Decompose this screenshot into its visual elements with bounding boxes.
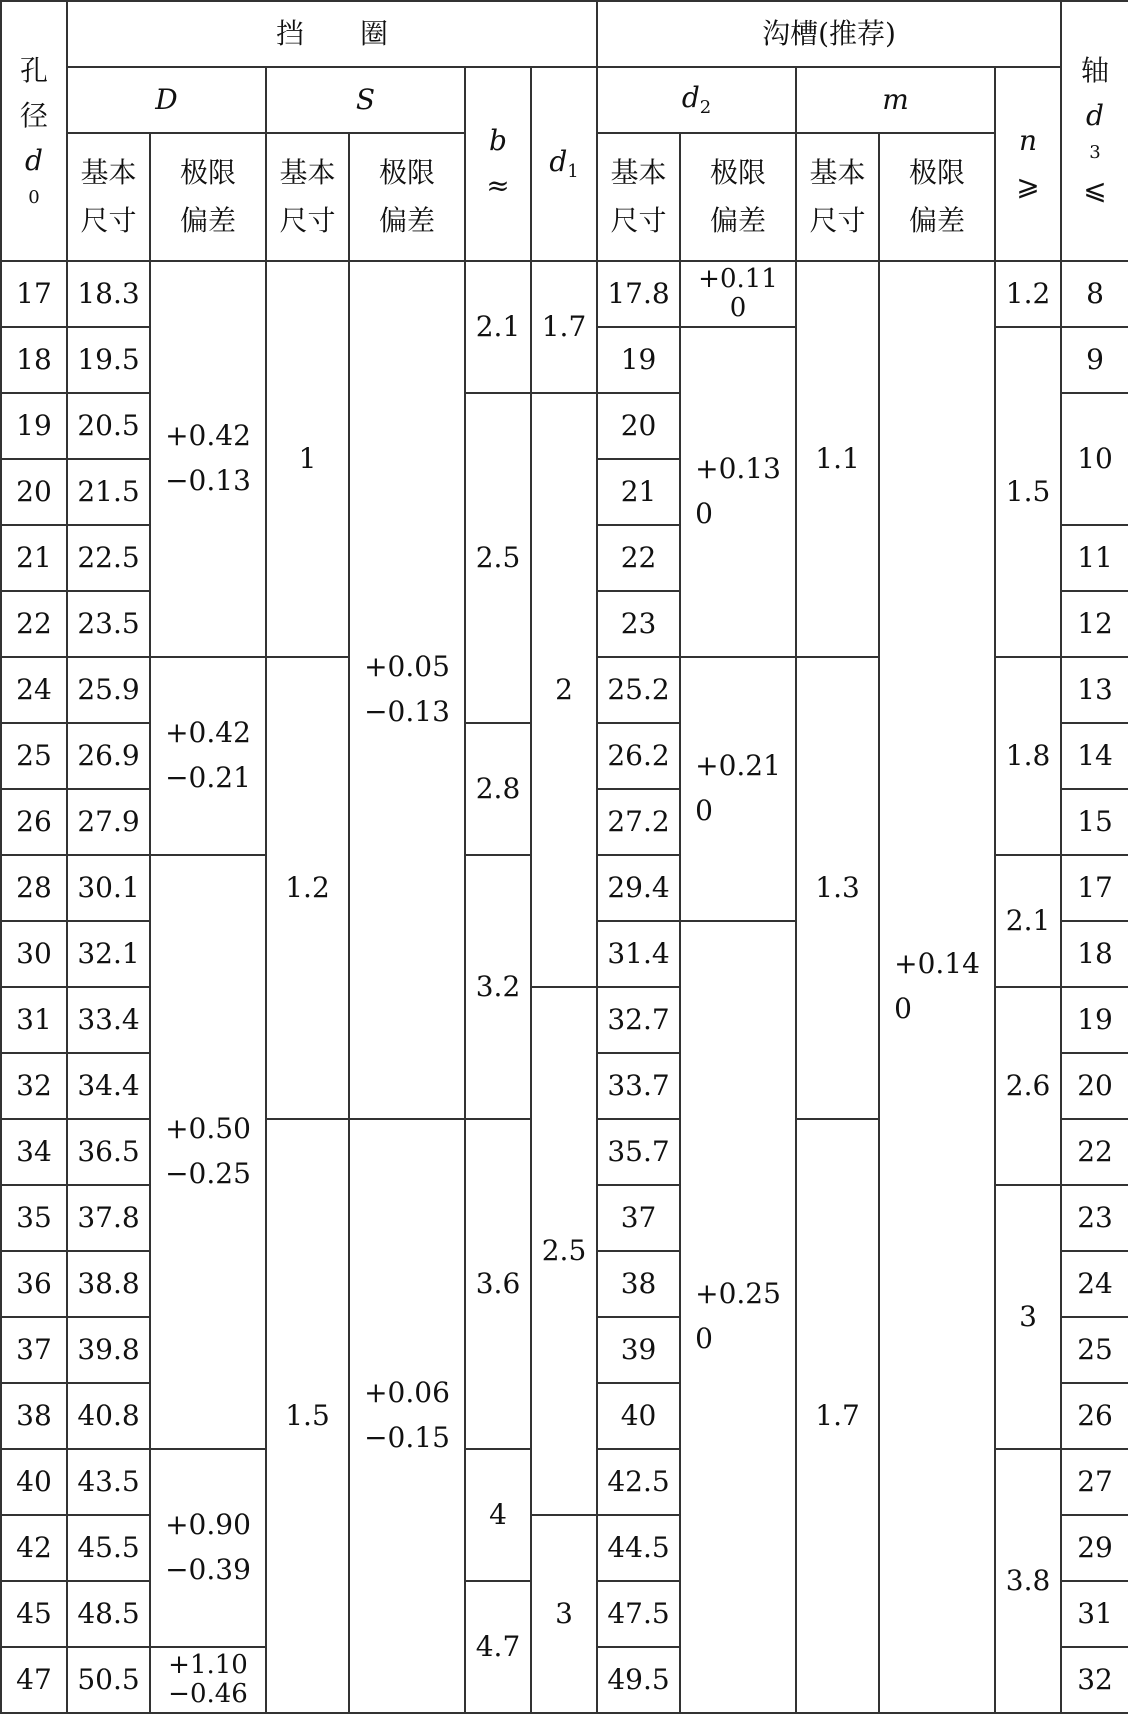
cell-b: 2.5 (465, 393, 531, 723)
tol-upper: +0.90 (165, 1508, 251, 1542)
cell-d3: 12 (1061, 591, 1128, 657)
cell-b: 4 (465, 1449, 531, 1581)
cell-d3: 22 (1061, 1119, 1128, 1185)
cell-d2-tol (680, 657, 796, 921)
tol-upper: +1.10 (168, 1650, 248, 1681)
header-b-approx: ≈ (486, 169, 510, 202)
header-b-symbol: b (489, 124, 507, 158)
cell-d1: 2 (531, 393, 597, 987)
cell-D: 43.5 (67, 1449, 150, 1515)
header-n-symbol: n (1018, 124, 1038, 158)
cell-D: 19.5 (67, 327, 150, 393)
cell-b: 2.8 (465, 723, 531, 855)
cell-d3: 20 (1061, 1053, 1128, 1119)
cell-d2: 26.2 (597, 723, 680, 789)
header-S-basic (266, 133, 349, 261)
cell-d2: 35.7 (597, 1119, 680, 1185)
cell-D: 36.5 (67, 1119, 150, 1185)
cell-d0: 25 (1, 723, 67, 789)
cell-D: 26.9 (67, 723, 150, 789)
cell-d0: 21 (1, 525, 67, 591)
cell-D: 23.5 (67, 591, 150, 657)
cell-d3: 9 (1061, 327, 1128, 393)
header-text: 极限 (710, 156, 767, 190)
cell-D: 27.9 (67, 789, 150, 855)
cell-D: 33.4 (67, 987, 150, 1053)
header-text: 偏差 (710, 204, 767, 237)
cell-d3: 29 (1061, 1515, 1128, 1581)
header-groove: 沟槽(推荐) (597, 1, 1061, 67)
cell-d3: 18 (1061, 921, 1128, 987)
tol-upper: +0.42 (165, 419, 251, 453)
header-b (465, 67, 531, 261)
tol-lower: −0.13 (364, 695, 450, 728)
cell-d0: 38 (1, 1383, 67, 1449)
header-text: 基本 (610, 156, 667, 190)
cell-n: 3.8 (995, 1449, 1061, 1713)
cell-b: 4.7 (465, 1581, 531, 1713)
cell-d3: 17 (1061, 855, 1128, 921)
cell-n: 1.8 (995, 657, 1061, 855)
cell-d2: 42.5 (597, 1449, 680, 1515)
header-n-ineq: ⩾ (1016, 169, 1040, 202)
cell-D: 18.3 (67, 261, 150, 327)
table-row (1, 261, 1128, 327)
cell-n: 1.5 (995, 327, 1061, 657)
tol-upper: +0.05 (364, 650, 450, 684)
cell-D: 48.5 (67, 1581, 150, 1647)
cell-d3: 23 (1061, 1185, 1128, 1251)
header-text: 极限 (909, 156, 966, 190)
header-text: 偏差 (378, 204, 435, 237)
cell-d0: 20 (1, 459, 67, 525)
header-d1: $d_1$ (531, 67, 597, 261)
tol-lower: 0 (695, 497, 713, 530)
cell-d0: 22 (1, 591, 67, 657)
header-D-basic (67, 133, 150, 261)
header-m: m (796, 67, 995, 133)
cell-d0: 35 (1, 1185, 67, 1251)
cell-d3: 26 (1061, 1383, 1128, 1449)
tol-lower: 0 (695, 1322, 713, 1355)
header-bore-char1: 孔 (19, 54, 48, 88)
cell-d0: 18 (1, 327, 67, 393)
cell-d3: 24 (1061, 1251, 1128, 1317)
cell-D: 50.5 (67, 1647, 150, 1713)
header-d2-basic (597, 133, 680, 261)
cell-d2-tol (680, 921, 796, 1713)
cell-d3: 32 (1061, 1647, 1128, 1713)
cell-d2: 37 (597, 1185, 680, 1251)
cell-d0: 19 (1, 393, 67, 459)
cell-b: 2.1 (465, 261, 531, 393)
header-text: 偏差 (179, 204, 236, 237)
header-shaft-char: 轴 (1081, 54, 1110, 88)
cell-d2: 23 (597, 591, 680, 657)
header-text: 尺寸 (809, 204, 866, 237)
tol-upper: +0.50 (165, 1112, 251, 1146)
cell-S-basic: 1.2 (266, 657, 349, 1119)
cell-d2: 25.2 (597, 657, 680, 723)
cell-D: 39.8 (67, 1317, 150, 1383)
cell-d3: 13 (1061, 657, 1128, 723)
tol-upper: +0.21 (695, 749, 781, 783)
cell-d2-tol (680, 261, 796, 327)
header-bore-symbol: d 0 (25, 144, 43, 208)
tol-lower: −0.15 (364, 1421, 450, 1454)
cell-n: 1.2 (995, 261, 1061, 327)
header-text: 基本 (80, 156, 137, 190)
cell-d0: 24 (1, 657, 67, 723)
cell-D: 22.5 (67, 525, 150, 591)
cell-D: 45.5 (67, 1515, 150, 1581)
header-shaft-ineq: ⩽ (1083, 172, 1107, 206)
tol-lower: −0.46 (168, 1678, 248, 1709)
cell-d2: 29.4 (597, 855, 680, 921)
cell-d3: 11 (1061, 525, 1128, 591)
cell-d2: 49.5 (597, 1647, 680, 1713)
tol-lower: −0.25 (165, 1157, 251, 1190)
cell-d2: 21 (597, 459, 680, 525)
cell-d3: 10 (1061, 393, 1128, 525)
header-bore (1, 1, 67, 261)
cell-d0: 32 (1, 1053, 67, 1119)
cell-d3: 8 (1061, 261, 1128, 327)
cell-D: 34.4 (67, 1053, 150, 1119)
cell-d0: 37 (1, 1317, 67, 1383)
cell-d0: 47 (1, 1647, 67, 1713)
cell-d0: 26 (1, 789, 67, 855)
cell-S-basic: 1.5 (266, 1119, 349, 1713)
cell-d0: 42 (1, 1515, 67, 1581)
cell-D-tol (150, 1449, 266, 1647)
cell-S-tol (349, 261, 465, 1119)
tol-lower: 0 (695, 794, 713, 827)
cell-d2: 22 (597, 525, 680, 591)
cell-D: 37.8 (67, 1185, 150, 1251)
cell-d3: 25 (1061, 1317, 1128, 1383)
cell-d3: 27 (1061, 1449, 1128, 1515)
header-d2: $d_2$ (597, 67, 796, 133)
tol-upper: +0.06 (364, 1376, 450, 1410)
cell-d3: 19 (1061, 987, 1128, 1053)
header-text: 基本 (279, 156, 336, 190)
cell-d3: 14 (1061, 723, 1128, 789)
cell-d2: 20 (597, 393, 680, 459)
cell-d0: 17 (1, 261, 67, 327)
cell-d1: 2.5 (531, 987, 597, 1515)
cell-d0: 34 (1, 1119, 67, 1185)
header-retainer: 挡 圈 (67, 1, 597, 67)
header-n (995, 67, 1061, 261)
cell-d1: 3 (531, 1515, 597, 1713)
tol-upper: +0.14 (894, 947, 980, 981)
cell-d2: 38 (597, 1251, 680, 1317)
cell-D-tol (150, 855, 266, 1449)
cell-d2: 33.7 (597, 1053, 680, 1119)
cell-S-basic: 1 (266, 261, 349, 657)
tol-lower: −0.13 (165, 464, 251, 497)
header-text: 偏差 (909, 204, 966, 237)
tol-lower: 0 (729, 292, 747, 323)
cell-m-tol (879, 261, 995, 1713)
header-m-basic (796, 133, 879, 261)
header-bore-char2: 径 (19, 99, 48, 133)
cell-d2: 39 (597, 1317, 680, 1383)
cell-D-tol (150, 1647, 266, 1713)
cell-b: 3.6 (465, 1119, 531, 1449)
cell-m-basic: 1.7 (796, 1119, 879, 1713)
header-shaft (1061, 1, 1128, 261)
cell-m-basic: 1.1 (796, 261, 879, 657)
cell-d0: 31 (1, 987, 67, 1053)
header-D-limit (150, 133, 266, 261)
cell-d0: 36 (1, 1251, 67, 1317)
cell-d0: 30 (1, 921, 67, 987)
header-text: 极限 (378, 156, 435, 190)
cell-D: 30.1 (67, 855, 150, 921)
cell-d3: 15 (1061, 789, 1128, 855)
cell-n: 2.1 (995, 855, 1061, 987)
header-shaft-symbol: d 3 (1086, 99, 1104, 163)
cell-d2: 44.5 (597, 1515, 680, 1581)
header-D: D (67, 67, 266, 133)
cell-d3: 31 (1061, 1581, 1128, 1647)
cell-D: 21.5 (67, 459, 150, 525)
cell-d0: 40 (1, 1449, 67, 1515)
header-text: 尺寸 (80, 204, 137, 237)
cell-n: 3 (995, 1185, 1061, 1449)
cell-D: 38.8 (67, 1251, 150, 1317)
cell-d1: 1.7 (531, 261, 597, 393)
cell-D: 40.8 (67, 1383, 150, 1449)
cell-b: 3.2 (465, 855, 531, 1119)
cell-d2: 27.2 (597, 789, 680, 855)
cell-d0: 45 (1, 1581, 67, 1647)
cell-d2: 47.5 (597, 1581, 680, 1647)
cell-d2: 32.7 (597, 987, 680, 1053)
tol-lower: 0 (894, 992, 912, 1025)
header-S: S (266, 67, 465, 133)
header-text: 基本 (809, 156, 866, 190)
tol-upper: +0.13 (695, 452, 781, 486)
header-S-limit (349, 133, 465, 261)
tol-upper: +0.25 (695, 1277, 781, 1311)
cell-m-basic: 1.3 (796, 657, 879, 1119)
cell-d2: 31.4 (597, 921, 680, 987)
tol-lower: −0.21 (165, 761, 251, 794)
header-text: 尺寸 (610, 204, 667, 237)
tol-upper: +0.11 (698, 264, 778, 295)
cell-D-tol (150, 261, 266, 657)
header-text: 尺寸 (279, 204, 336, 237)
cell-S-tol (349, 1119, 465, 1713)
cell-D-tol (150, 657, 266, 855)
cell-D: 20.5 (67, 393, 150, 459)
cell-D: 32.1 (67, 921, 150, 987)
tol-upper: +0.42 (165, 716, 251, 750)
cell-d0: 28 (1, 855, 67, 921)
header-m-limit (879, 133, 995, 261)
cell-d2-tol (680, 327, 796, 657)
cell-d2: 19 (597, 327, 680, 393)
cell-d2: 40 (597, 1383, 680, 1449)
header-text: 极限 (179, 156, 236, 190)
tol-lower: −0.39 (165, 1553, 251, 1586)
cell-D: 25.9 (67, 657, 150, 723)
cell-n: 2.6 (995, 987, 1061, 1185)
header-d2-limit (680, 133, 796, 261)
cell-d2: 17.8 (597, 261, 680, 327)
